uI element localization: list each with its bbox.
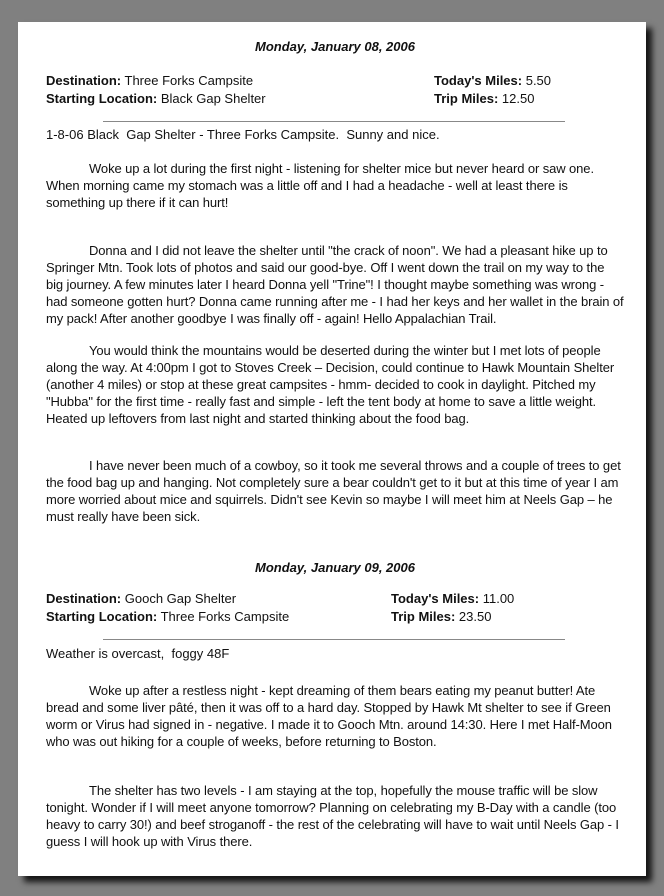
entry-paragraph: Woke up after a restless night - kept dreaming of them bears eating my peanut butter! Ate bread and some liver pâté, then it was off to a hard day. Stopped by Hawk Mt shelter to see if Green worm or Virus had signed in - negative. I made it to Gooch Mtn. around 14:30. Here I met Half-Moon who was out hiking for a couple of weeks, before returning to Boston. — [46, 683, 612, 749]
entry-paragraph: You would think the mountains would be deserted during the winter but I met lots of people along the way. At 4:00pm I got to Stoves Creek – Decision, could continue to Hawk Mountain Shelter (another 4 miles) or stop at these great campsites - hmm- decided to cook in daylight. Pitched my "Hubba" for the first time - really fast and simple - left the tent body at home to save a little weight. Heated up leftovers from last night and started thinking about the food bag. — [46, 343, 615, 426]
destination-row — [46, 590, 289, 608]
entry-summary: Weather is overcast, foggy 48F — [46, 646, 230, 661]
trip-miles-row — [434, 90, 551, 108]
trip-miles-label: Trip Miles: — [391, 609, 456, 624]
trip-miles-row — [391, 608, 514, 626]
start-location-row — [46, 608, 289, 626]
entry-paragraph: Woke up a lot during the first night - listening for shelter mice but never heard or saw one. When morning came my stomach was a little off and I had a headache - well at least there is something up there if it can hurt! — [46, 161, 594, 210]
start-location-row — [46, 90, 266, 108]
start-location-label: Starting Location: — [46, 91, 158, 106]
entry-paragraph: I have never been much of a cowboy, so it took me several throws and a couple of trees to get the food bag up and hanging. Not completely sure a bear couldn't get to it but at this time of year I am more worried about mice and squirrels. Didn't see Kevin so maybe I will meet him at Neels Gap – he must really have been sick. — [46, 458, 621, 524]
todays-miles-value: 11.00 — [482, 591, 515, 606]
journal-page — [18, 22, 646, 876]
entry-paragraph: The shelter has two levels - I am staying at the top, hopefully the mouse traffic will be slow tonight. Wonder if I will meet anyone tomorrow? Planning on celebrating my B-Day with a candle (too heavy to carry 30!) and beef stroganoff - the rest of the celebrating will have to wait until Neels Gap - I guess I will hook up with Virus there. — [46, 783, 619, 849]
trip-info-right — [391, 590, 514, 626]
destination-value: Gooch Gap Shelter — [124, 591, 237, 606]
divider — [103, 121, 565, 122]
destination-label: Destination: — [46, 73, 122, 88]
start-location-value: Three Forks Campsite — [160, 609, 290, 624]
todays-miles-row — [434, 72, 551, 90]
destination-label: Destination: — [46, 591, 122, 606]
trip-miles-value: 23.50 — [458, 609, 492, 624]
entry-date: Monday, January 08, 2006 — [255, 39, 415, 54]
trip-miles-value: 12.50 — [501, 91, 535, 106]
entry-date: Monday, January 09, 2006 — [255, 560, 415, 575]
trip-miles-label: Trip Miles: — [434, 91, 499, 106]
todays-miles-label: Today's Miles: — [391, 591, 480, 606]
divider — [103, 639, 565, 640]
trip-info-left — [46, 590, 289, 626]
destination-value: Three Forks Campsite — [124, 73, 254, 88]
trip-info-right — [434, 72, 551, 108]
destination-row — [46, 72, 266, 90]
start-location-value: Black Gap Shelter — [160, 91, 266, 106]
entry-summary: 1-8-06 Black Gap Shelter - Three Forks Campsite. Sunny and nice. — [46, 127, 440, 142]
trip-info-left — [46, 72, 266, 108]
todays-miles-row — [391, 590, 514, 608]
entry-paragraph: Donna and I did not leave the shelter until "the crack of noon". We had a pleasant hike up to Springer Mtn. Took lots of photos and said our good-bye. Off I went down the trail on my way to the big journey. A few minutes later I heard Donna yell "Trine"! I thought maybe something was wrong - had someone gotten hurt? Donna came running after me - I had her keys and her wallet in the brain of my pack! After another goodbye I was finally off - again! Hello Appalachian Trail. — [46, 243, 624, 326]
todays-miles-label: Today's Miles: — [434, 73, 523, 88]
start-location-label: Starting Location: — [46, 609, 158, 624]
todays-miles-value: 5.50 — [525, 73, 552, 88]
